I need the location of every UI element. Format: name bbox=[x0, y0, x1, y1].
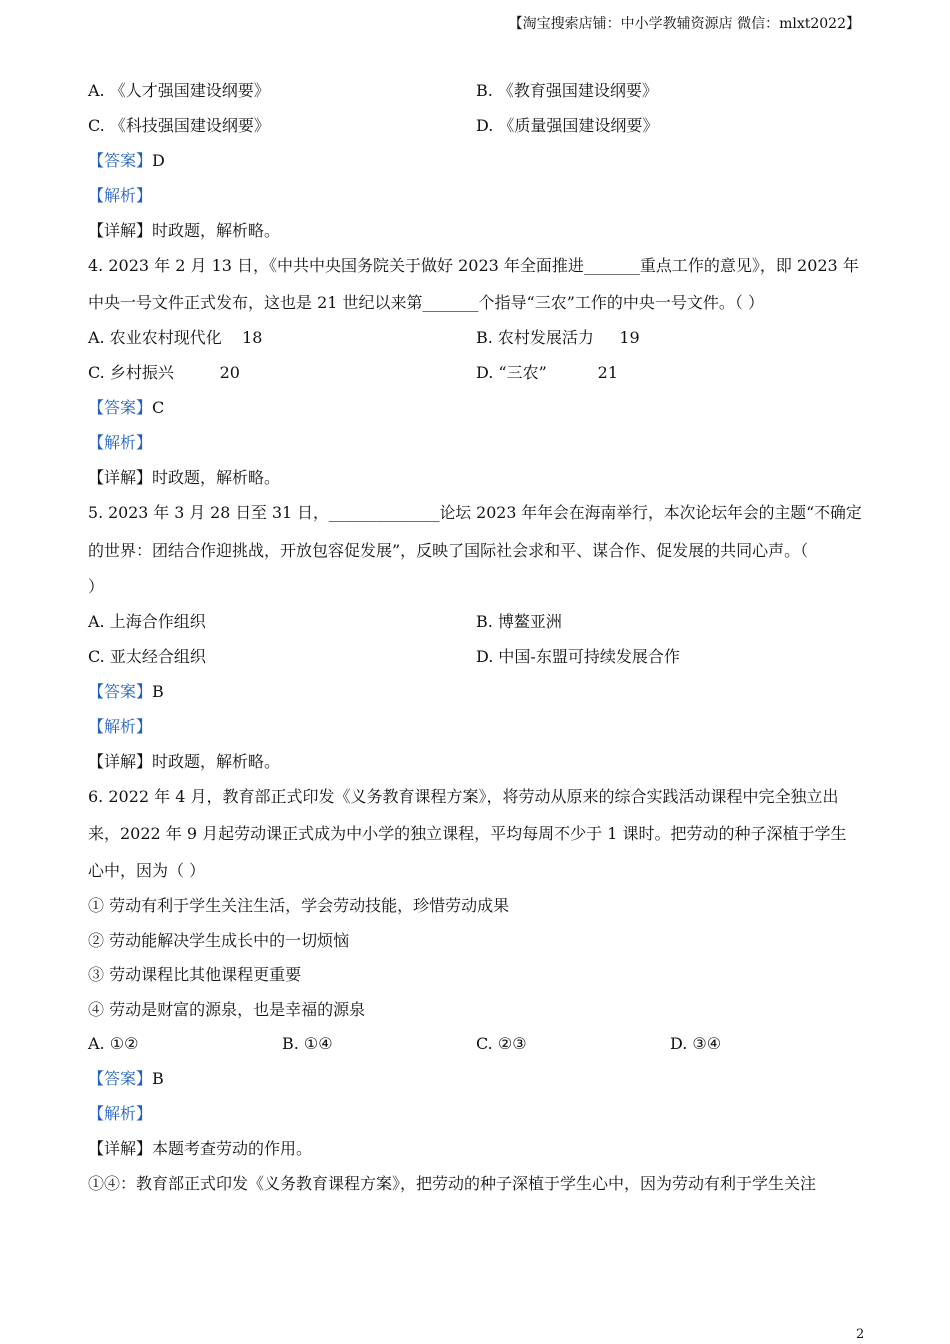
q6-stem-line2: 来，2022 年 9 月起劳动课正式成为中小学的独立课程，平均每周不少于 1 课时。把劳动的种子深植于学生 bbox=[88, 824, 847, 843]
q6-option-c: C. ②③ bbox=[476, 1034, 527, 1053]
detail-label: 【详解】 bbox=[88, 1139, 153, 1158]
detail-label: 【详解】 bbox=[88, 752, 153, 771]
q5-analysis-label: 【解析】 bbox=[88, 717, 153, 736]
q4-detail-text: 时政题，解析略。 bbox=[152, 468, 281, 487]
q4-option-d: D. “三农” 21 bbox=[476, 363, 619, 382]
q6-stem-line1: 6. 2022 年 4 月，教育部正式印发《义务教育课程方案》，将劳动从原来的综合实践活动课程中完全独立出 bbox=[88, 787, 839, 806]
q4-option-a: A. 农业农村现代化 18 bbox=[88, 328, 263, 347]
q5-option-d: D. 中国-东盟可持续发展合作 bbox=[476, 647, 680, 666]
q6-stem-line3: 心中，因为（ ） bbox=[88, 861, 206, 880]
answer-label: 【答案】 bbox=[88, 682, 153, 701]
q6-item-3: ③ 劳动课程比其他课程更重要 bbox=[88, 965, 302, 984]
q4-stem-line1: 4. 2023 年 2 月 13 日，《中共中央国务院关于做好 2023 年全面推进_______重点工作的意见》，即 2023 年 bbox=[88, 256, 859, 275]
q3-detail-text: 时政题，解析略。 bbox=[152, 221, 281, 240]
q5-answer-value: B bbox=[152, 682, 164, 701]
q4-detail bbox=[88, 468, 280, 488]
q6-option-a: A. ①② bbox=[88, 1034, 139, 1053]
q3-answer-value: D bbox=[152, 151, 165, 170]
q4-option-b: B. 农村发展活力 19 bbox=[476, 328, 640, 347]
q3-option-c: C. 《科技强国建设纲要》 bbox=[88, 116, 270, 135]
q4-answer bbox=[88, 398, 164, 418]
q3-option-d: D. 《质量强国建设纲要》 bbox=[476, 116, 659, 135]
q4-stem-line2: 中央一号文件正式发布，这也是 21 世纪以来第_______个指导“三农”工作的中央一号文件。（ ） bbox=[88, 293, 764, 312]
q6-explanation: ①④：教育部正式印发《义务教育课程方案》，把劳动的种子深植于学生心中，因为劳动有利于学生关注 bbox=[88, 1174, 817, 1193]
q3-option-b: B. 《教育强国建设纲要》 bbox=[476, 81, 658, 100]
q5-detail bbox=[88, 752, 280, 772]
q5-stem-line1: 5. 2023 年 3 月 28 日至 31 日，______________论坛 2023 年年会在海南举行，本次论坛年会的主题“不确定 bbox=[88, 503, 862, 522]
detail-label: 【详解】 bbox=[88, 468, 153, 487]
detail-label: 【详解】 bbox=[88, 221, 153, 240]
q5-option-c: C. 亚太经合组织 bbox=[88, 647, 206, 666]
q3-answer bbox=[88, 151, 165, 171]
q5-option-b: B. 博鳌亚洲 bbox=[476, 612, 562, 631]
page-header: 【淘宝搜索店铺：中小学教辅资源店 微信：mlxt2022】 bbox=[508, 16, 860, 32]
q6-answer bbox=[88, 1069, 164, 1089]
q5-detail-text: 时政题，解析略。 bbox=[152, 752, 281, 771]
q6-option-b: B. ①④ bbox=[282, 1034, 333, 1053]
page-number: 2 bbox=[856, 1327, 865, 1342]
answer-label: 【答案】 bbox=[88, 151, 153, 170]
answer-label: 【答案】 bbox=[88, 1069, 153, 1088]
q5-answer bbox=[88, 682, 164, 702]
q4-answer-value: C bbox=[152, 398, 165, 417]
q3-option-a: A. 《人才强国建设纲要》 bbox=[88, 81, 270, 100]
q3-detail bbox=[88, 221, 280, 241]
q6-answer-value: B bbox=[152, 1069, 164, 1088]
q6-item-2: ② 劳动能解决学生成长中的一切烦恼 bbox=[88, 931, 350, 950]
q5-option-a: A. 上海合作组织 bbox=[88, 612, 206, 631]
answer-label: 【答案】 bbox=[88, 398, 153, 417]
q6-item-1: ① 劳动有利于学生关注生活，学会劳动技能，珍惜劳动成果 bbox=[88, 896, 510, 915]
q6-item-4: ④ 劳动是财富的源泉，也是幸福的源泉 bbox=[88, 1000, 366, 1019]
q6-option-d: D. ③④ bbox=[670, 1034, 722, 1053]
q5-stem-line2: 的世界：团结合作迎挑战，开放包容促发展”，反映了国际社会求和平、谋合作、促发展的共同心声。（ bbox=[88, 541, 809, 560]
q6-analysis-label: 【解析】 bbox=[88, 1104, 153, 1123]
q6-detail bbox=[88, 1139, 312, 1159]
q4-option-c: C. 乡村振兴 20 bbox=[88, 363, 240, 382]
q4-analysis-label: 【解析】 bbox=[88, 433, 153, 452]
q5-stem-line3: ） bbox=[88, 577, 105, 596]
q6-detail-text: 本题考查劳动的作用。 bbox=[152, 1139, 313, 1158]
q3-analysis-label: 【解析】 bbox=[88, 186, 153, 205]
